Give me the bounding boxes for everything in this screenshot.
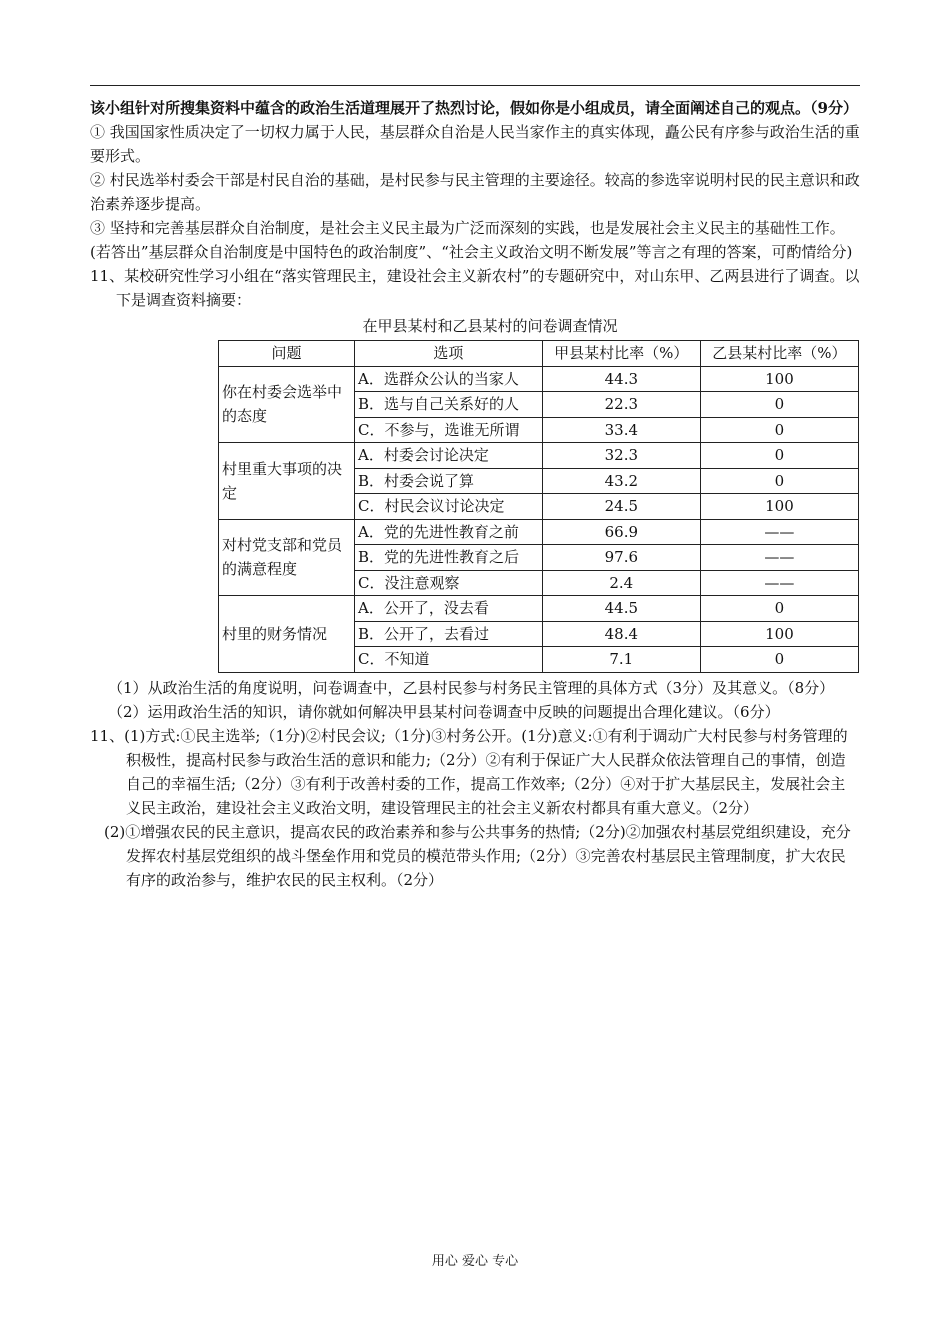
answer-part-1: 11、(1)方式:①民主选举;（1分)②村民会议;（1分)③村务公开。(1分)意义:①有利于调动广大村民参与村务管理的积极性，提高村民参与政治生活的意识和能力;（2分）②有利于保证广大人民群众依法管理自己的事情，创造自己的幸福生活;（2分）③有利于改善村委的工作，提高工作效率;（2分）④对于扩大基层民主，发展社会主义民主政治，建设社会主义政治文明，建设管理民主的社会主义新农村都具有重大意义。（2分）	[90, 726, 848, 817]
county-b-value: 0	[700, 417, 858, 443]
page-footer: 用心 爱心 专心	[431, 1254, 519, 1269]
county-b-value: 100	[700, 366, 858, 392]
county-a-value: 66.9	[542, 519, 700, 545]
county-b-value: 100	[700, 494, 858, 520]
sub-question-1: （1）从政治生活的角度说明，问卷调查中，乙县村民参与村务民主管理的具体方式（3分）及其意义。（8分）	[108, 678, 835, 697]
table-row	[219, 366, 859, 392]
option-cell: C．不知道	[355, 647, 543, 673]
option-cell: A．公开了，没去看	[355, 596, 543, 622]
table-row	[219, 443, 859, 469]
county-a-value: 97.6	[542, 545, 700, 571]
county-b-value: 0	[700, 392, 858, 418]
document-body	[90, 96, 860, 892]
question-cell: 你在村委会选举中的态度	[219, 366, 355, 443]
county-b-value: 0	[700, 443, 858, 469]
county-a-value: 48.4	[542, 621, 700, 647]
sub-question-2: （2）运用政治生活的知识，请你就如何解决甲县某村问卷调查中反映的问题提出合理化建议。（6分）	[108, 702, 780, 721]
county-b-value: 0	[700, 468, 858, 494]
county-b-value: ——	[700, 545, 858, 571]
county-a-value: 43.2	[542, 468, 700, 494]
county-a-value: 44.3	[542, 366, 700, 392]
county-b-value: 0	[700, 596, 858, 622]
option-cell: C．不参与，选谁无所谓	[355, 417, 543, 443]
question-cell: 村里重大事项的决定	[219, 443, 355, 520]
county-a-value: 2.4	[542, 570, 700, 596]
question-cell: 村里的财务情况	[219, 596, 355, 673]
question-11-stem: 11、某校研究性学习小组在“落实管理民主，建设社会主义新农村”的专题研究中，对山东甲、乙两县进行了调查。以下是调查资料摘要：	[90, 267, 860, 309]
intro-answer-2: ② 村民选举村委会干部是村民自治的基础，是村民参与民主管理的主要途径。较高的参选宰说明村民的民主意识和政治素养逐步提高。	[90, 171, 860, 213]
option-cell: C．村民会议讨论决定	[355, 494, 543, 520]
header-county-a: 甲县某村比率（%）	[542, 341, 700, 367]
intro-question: 该小组针对所搜集资料中蕴含的政治生活道理展开了热烈讨论，假如你是小组成员，请全面阐述自己的观点。（9分）	[90, 99, 858, 117]
county-b-value: ——	[700, 570, 858, 596]
table-row	[219, 519, 859, 545]
table-row	[219, 596, 859, 622]
county-a-value: 32.3	[542, 443, 700, 469]
option-cell: B．党的先进性教育之后	[355, 545, 543, 571]
option-cell: C．没注意观察	[355, 570, 543, 596]
answer-part-2: (2)①增强农民的民主意识，提高农民的政治素养和参与公共事务的热情;（2分)②加强农村基层党组织建设，充分发挥农村基层党组织的战斗堡垒作用和党员的模范带头作用;（2分）③完善农村基层民主管理制度，扩大农民有序的政治参与，维护农民的民主权利。（2分）	[104, 822, 851, 889]
table-header-row	[219, 341, 859, 367]
header-county-b: 乙县某村比率（%）	[700, 341, 858, 367]
county-a-value: 24.5	[542, 494, 700, 520]
county-a-value: 44.5	[542, 596, 700, 622]
county-b-value: ——	[700, 519, 858, 545]
county-b-value: 100	[700, 621, 858, 647]
option-cell: A．党的先进性教育之前	[355, 519, 543, 545]
option-cell: A．选群众公认的当家人	[355, 366, 543, 392]
intro-answer-3: ③ 坚持和完善基层群众自治制度，是社会主义民主最为广泛而深刻的实践，也是发展社会主义民主的基础性工作。(若答出”基层群众自治制度是中国特色的政治制度”、“社会主义政治文明不断发展”等言之有理的答案，可酌情给分)	[90, 219, 853, 261]
header-question: 问题	[219, 341, 355, 367]
option-cell: B．选与自己关系好的人	[355, 392, 543, 418]
header-rule	[90, 85, 860, 86]
survey-table	[218, 340, 859, 673]
option-cell: B．村委会说了算	[355, 468, 543, 494]
option-cell: B．公开了，去看过	[355, 621, 543, 647]
header-option: 选项	[355, 341, 543, 367]
county-a-value: 33.4	[542, 417, 700, 443]
option-cell: A．村委会讨论决定	[355, 443, 543, 469]
question-cell: 对村党支部和党员的满意程度	[219, 519, 355, 596]
table-caption: 在甲县某村和乙县某村的问卷调查情况	[362, 317, 618, 335]
intro-answer-1: ① 我国国家性质决定了一切权力属于人民，基层群众自治是人民当家作主的真实体现，矗公民有序参与政治生活的重要形式。	[90, 123, 860, 165]
county-b-value: 0	[700, 647, 858, 673]
county-a-value: 22.3	[542, 392, 700, 418]
county-a-value: 7.1	[542, 647, 700, 673]
